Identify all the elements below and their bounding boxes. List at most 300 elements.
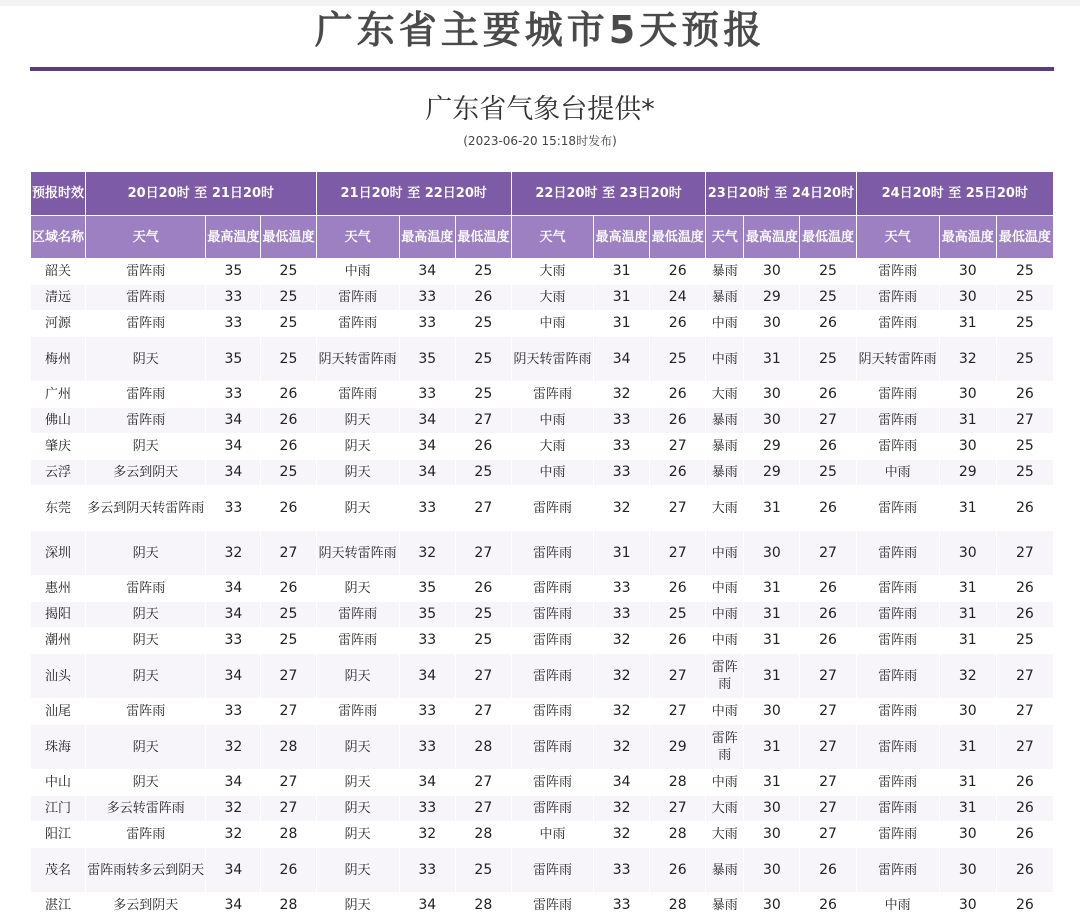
weather-cell: 中雨 — [706, 531, 744, 576]
min-temp-cell: 25 — [455, 628, 511, 654]
min-temp-cell: 25 — [261, 337, 316, 382]
min-temp-cell: 25 — [996, 434, 1053, 460]
page-title: 广东省主要城市5天预报 — [314, 8, 766, 52]
weather-cell: 阴天 — [316, 408, 399, 434]
weather-cell: 雷阵雨 — [316, 628, 399, 654]
forecast-table — [30, 171, 1054, 919]
max-temp-cell: 30 — [939, 848, 996, 893]
min-temp-cell: 27 — [650, 434, 706, 460]
max-temp-cell: 33 — [399, 285, 455, 311]
table-row — [31, 285, 1054, 311]
max-temp-cell: 31 — [939, 628, 996, 654]
city-name: 茂名 — [31, 848, 86, 893]
min-temp-cell: 27 — [800, 408, 856, 434]
max-temp-cell: 33 — [399, 848, 455, 893]
min-temp-cell: 25 — [455, 311, 511, 337]
max-temp-cell: 34 — [399, 434, 455, 460]
weather-cell: 中雨 — [706, 699, 744, 725]
weather-cell: 雷阵雨 — [86, 285, 206, 311]
weather-cell: 雷阵雨 — [856, 848, 939, 893]
weather-cell: 中雨 — [706, 602, 744, 628]
min-temp-cell: 26 — [800, 434, 856, 460]
max-temp-cell: 31 — [594, 311, 650, 337]
max-temp-cell: 33 — [206, 628, 261, 654]
min-temp-cell: 25 — [800, 460, 856, 486]
weather-cell: 雷阵雨 — [856, 602, 939, 628]
min-temp-cell: 27 — [261, 796, 316, 822]
weather-cell: 雷阵雨 — [706, 725, 744, 770]
min-temp-cell: 27 — [261, 770, 316, 796]
max-temp-cell: 30 — [744, 531, 800, 576]
weather-header: 天气 — [856, 216, 939, 259]
min-temp-cell: 27 — [996, 725, 1053, 770]
max-temp-cell: 30 — [744, 311, 800, 337]
weather-cell: 阴天 — [316, 434, 399, 460]
min-temp-cell: 25 — [996, 259, 1053, 285]
weather-cell: 阴天 — [86, 770, 206, 796]
city-name: 清远 — [31, 285, 86, 311]
min-temp-header: 最低温度 — [261, 216, 316, 259]
max-temp-header: 最高温度 — [206, 216, 261, 259]
weather-cell: 大雨 — [511, 285, 593, 311]
table-row — [31, 434, 1054, 460]
weather-cell: 阴天 — [86, 602, 206, 628]
city-name: 揭阳 — [31, 602, 86, 628]
weather-cell: 雷阵雨 — [856, 408, 939, 434]
weather-cell: 雷阵雨 — [511, 531, 593, 576]
city-name: 汕尾 — [31, 699, 86, 725]
max-temp-cell: 31 — [744, 725, 800, 770]
max-temp-cell: 30 — [744, 699, 800, 725]
weather-cell: 暴雨 — [706, 460, 744, 486]
max-temp-cell: 31 — [939, 311, 996, 337]
min-temp-cell: 26 — [650, 848, 706, 893]
min-temp-cell: 26 — [996, 796, 1053, 822]
max-temp-cell: 34 — [399, 408, 455, 434]
max-temp-cell: 35 — [399, 337, 455, 382]
min-temp-cell: 26 — [455, 285, 511, 311]
max-temp-cell: 30 — [939, 531, 996, 576]
weather-cell: 雷阵雨 — [856, 796, 939, 822]
min-temp-cell: 27 — [800, 796, 856, 822]
min-temp-cell: 25 — [996, 460, 1053, 486]
weather-cell: 大雨 — [706, 822, 744, 848]
min-temp-cell: 27 — [455, 531, 511, 576]
max-temp-cell: 32 — [206, 725, 261, 770]
weather-cell: 雷阵雨 — [86, 311, 206, 337]
table-row — [31, 576, 1054, 602]
min-temp-cell: 25 — [996, 337, 1053, 382]
table-row — [31, 822, 1054, 848]
max-temp-cell: 33 — [206, 699, 261, 725]
issue-time: (2023-06-20 15:18时发布) — [463, 134, 617, 148]
min-temp-cell: 27 — [455, 770, 511, 796]
weather-cell: 雷阵雨 — [511, 796, 593, 822]
max-temp-cell: 33 — [399, 486, 455, 531]
weather-cell: 阴天 — [316, 893, 399, 919]
min-temp-cell: 25 — [455, 602, 511, 628]
min-temp-cell: 27 — [455, 486, 511, 531]
period-header: 23日20时 至 24日20时 — [706, 172, 856, 216]
weather-cell: 雷阵雨 — [511, 628, 593, 654]
min-temp-cell: 25 — [996, 628, 1053, 654]
max-temp-header: 最高温度 — [744, 216, 800, 259]
max-temp-cell: 30 — [744, 796, 800, 822]
max-temp-cell: 34 — [206, 770, 261, 796]
max-temp-cell: 32 — [939, 337, 996, 382]
table-row — [31, 460, 1054, 486]
min-temp-cell: 25 — [996, 311, 1053, 337]
min-temp-cell: 26 — [650, 460, 706, 486]
min-temp-cell: 26 — [800, 311, 856, 337]
weather-cell: 雷阵雨 — [856, 628, 939, 654]
min-temp-cell: 26 — [650, 311, 706, 337]
city-name: 肇庆 — [31, 434, 86, 460]
min-temp-cell: 26 — [800, 602, 856, 628]
min-temp-cell: 26 — [800, 576, 856, 602]
max-temp-cell: 30 — [939, 382, 996, 408]
min-temp-cell: 28 — [261, 893, 316, 919]
weather-cell: 雷阵雨 — [511, 725, 593, 770]
max-temp-cell: 30 — [744, 382, 800, 408]
max-temp-cell: 31 — [939, 770, 996, 796]
max-temp-cell: 32 — [594, 725, 650, 770]
min-temp-cell: 26 — [455, 576, 511, 602]
weather-cell: 雷阵雨 — [86, 382, 206, 408]
max-temp-cell: 31 — [744, 602, 800, 628]
min-temp-cell: 27 — [996, 699, 1053, 725]
weather-cell: 雷阵雨 — [511, 602, 593, 628]
max-temp-cell: 31 — [744, 628, 800, 654]
weather-cell: 中雨 — [511, 460, 593, 486]
city-name: 佛山 — [31, 408, 86, 434]
min-temp-cell: 26 — [800, 486, 856, 531]
max-temp-cell: 30 — [939, 699, 996, 725]
min-temp-cell: 26 — [996, 893, 1053, 919]
weather-cell: 中雨 — [511, 311, 593, 337]
weather-cell: 大雨 — [706, 796, 744, 822]
min-temp-cell: 25 — [800, 259, 856, 285]
max-temp-cell: 31 — [744, 770, 800, 796]
max-temp-cell: 33 — [594, 460, 650, 486]
table-row — [31, 408, 1054, 434]
min-temp-header: 最低温度 — [455, 216, 511, 259]
min-temp-cell: 26 — [996, 822, 1053, 848]
weather-cell: 雷阵雨 — [856, 654, 939, 699]
weather-cell: 雷阵雨 — [856, 434, 939, 460]
weather-cell: 中雨 — [706, 770, 744, 796]
max-temp-cell: 30 — [939, 285, 996, 311]
weather-cell: 阴天转雷阵雨 — [511, 337, 593, 382]
min-temp-cell: 26 — [261, 486, 316, 531]
max-temp-cell: 31 — [939, 796, 996, 822]
city-name: 阳江 — [31, 822, 86, 848]
max-temp-cell: 30 — [744, 893, 800, 919]
min-temp-cell: 28 — [455, 822, 511, 848]
min-temp-cell: 26 — [261, 434, 316, 460]
weather-cell: 雷阵雨 — [86, 699, 206, 725]
min-temp-cell: 26 — [996, 770, 1053, 796]
min-temp-cell: 26 — [650, 382, 706, 408]
max-temp-cell: 30 — [744, 822, 800, 848]
weather-cell: 阴天 — [316, 486, 399, 531]
weather-cell: 中雨 — [511, 408, 593, 434]
weather-cell: 阴天 — [316, 576, 399, 602]
min-temp-cell: 28 — [650, 770, 706, 796]
weather-cell: 暴雨 — [706, 434, 744, 460]
min-temp-cell: 26 — [650, 408, 706, 434]
weather-cell: 雷阵雨 — [511, 893, 593, 919]
max-temp-cell: 33 — [594, 602, 650, 628]
max-temp-cell: 30 — [744, 408, 800, 434]
min-temp-cell: 27 — [800, 822, 856, 848]
max-temp-cell: 32 — [399, 822, 455, 848]
max-temp-cell: 34 — [206, 602, 261, 628]
max-temp-cell: 31 — [594, 531, 650, 576]
max-temp-cell: 29 — [939, 460, 996, 486]
max-temp-cell: 32 — [594, 822, 650, 848]
max-temp-cell: 33 — [206, 285, 261, 311]
period-header: 21日20时 至 22日20时 — [316, 172, 511, 216]
min-temp-cell: 27 — [650, 699, 706, 725]
table-row — [31, 654, 1054, 699]
max-temp-cell: 29 — [744, 434, 800, 460]
min-temp-cell: 27 — [800, 654, 856, 699]
max-temp-cell: 33 — [399, 311, 455, 337]
min-temp-cell: 26 — [996, 848, 1053, 893]
max-temp-cell: 35 — [206, 259, 261, 285]
weather-cell: 阴天 — [86, 337, 206, 382]
city-name: 云浮 — [31, 460, 86, 486]
weather-cell: 雷阵雨 — [856, 486, 939, 531]
min-temp-cell: 29 — [650, 725, 706, 770]
weather-cell: 阴天转雷阵雨 — [856, 337, 939, 382]
min-temp-cell: 28 — [455, 893, 511, 919]
weather-cell: 雷阵雨转多云到阴天 — [86, 848, 206, 893]
min-temp-cell: 27 — [650, 486, 706, 531]
city-name: 韶关 — [31, 259, 86, 285]
weather-cell: 中雨 — [316, 259, 399, 285]
weather-cell: 阴天 — [316, 822, 399, 848]
min-temp-cell: 25 — [261, 602, 316, 628]
max-temp-cell: 31 — [939, 725, 996, 770]
period-header: 20日20时 至 21日20时 — [86, 172, 316, 216]
table-row — [31, 893, 1054, 919]
min-temp-cell: 25 — [800, 285, 856, 311]
max-temp-cell: 30 — [744, 848, 800, 893]
min-temp-cell: 27 — [455, 699, 511, 725]
max-temp-cell: 31 — [594, 259, 650, 285]
max-temp-cell: 31 — [939, 602, 996, 628]
weather-cell: 雷阵雨 — [511, 382, 593, 408]
max-temp-cell: 32 — [594, 654, 650, 699]
min-temp-cell: 26 — [455, 434, 511, 460]
min-temp-cell: 27 — [261, 699, 316, 725]
weather-cell: 雷阵雨 — [86, 576, 206, 602]
max-temp-cell: 35 — [399, 602, 455, 628]
weather-cell: 暴雨 — [706, 408, 744, 434]
weather-cell: 阴天 — [316, 796, 399, 822]
period-header: 24日20时 至 25日20时 — [856, 172, 1053, 216]
min-temp-cell: 26 — [800, 382, 856, 408]
max-temp-cell: 31 — [744, 654, 800, 699]
table-row — [31, 602, 1054, 628]
max-temp-cell: 34 — [206, 848, 261, 893]
max-temp-cell: 33 — [206, 382, 261, 408]
table-row — [31, 259, 1054, 285]
weather-cell: 中雨 — [706, 576, 744, 602]
area-name-header: 区域名称 — [31, 216, 86, 259]
column-header-row — [31, 216, 1054, 259]
max-temp-cell: 34 — [206, 460, 261, 486]
max-temp-cell: 33 — [594, 576, 650, 602]
min-temp-cell: 27 — [650, 654, 706, 699]
min-temp-cell: 27 — [650, 531, 706, 576]
min-temp-cell: 28 — [261, 725, 316, 770]
min-temp-cell: 25 — [650, 337, 706, 382]
table-row — [31, 486, 1054, 531]
max-temp-cell: 32 — [594, 382, 650, 408]
max-temp-cell: 34 — [206, 434, 261, 460]
city-name: 中山 — [31, 770, 86, 796]
max-temp-cell: 34 — [206, 654, 261, 699]
max-temp-cell: 33 — [399, 382, 455, 408]
min-temp-cell: 27 — [800, 725, 856, 770]
max-temp-cell: 35 — [399, 576, 455, 602]
min-temp-cell: 26 — [650, 576, 706, 602]
max-temp-cell: 32 — [206, 822, 261, 848]
forecast-time-header: 预报时效 — [31, 172, 86, 216]
max-temp-cell: 31 — [744, 576, 800, 602]
table-row — [31, 848, 1054, 893]
weather-cell: 多云到阴天 — [86, 893, 206, 919]
max-temp-cell: 32 — [399, 531, 455, 576]
weather-cell: 雷阵雨 — [511, 486, 593, 531]
min-temp-cell: 27 — [261, 654, 316, 699]
min-temp-cell: 26 — [800, 893, 856, 919]
max-temp-cell: 33 — [594, 408, 650, 434]
max-temp-cell: 31 — [744, 486, 800, 531]
weather-cell: 雷阵雨 — [316, 699, 399, 725]
min-temp-cell: 27 — [455, 796, 511, 822]
weather-cell: 雷阵雨 — [316, 311, 399, 337]
max-temp-cell: 33 — [594, 848, 650, 893]
table-row — [31, 725, 1054, 770]
min-temp-cell: 27 — [996, 408, 1053, 434]
table-row — [31, 699, 1054, 725]
weather-header: 天气 — [706, 216, 744, 259]
title-divider — [30, 67, 1054, 71]
weather-cell: 中雨 — [856, 893, 939, 919]
weather-cell: 雷阵雨 — [856, 770, 939, 796]
weather-cell: 阴天转雷阵雨 — [316, 531, 399, 576]
city-name: 江门 — [31, 796, 86, 822]
max-temp-cell: 33 — [399, 628, 455, 654]
min-temp-cell: 26 — [261, 848, 316, 893]
weather-cell: 中雨 — [856, 460, 939, 486]
weather-cell: 雷阵雨 — [511, 699, 593, 725]
weather-cell: 雷阵雨 — [856, 311, 939, 337]
max-temp-cell: 33 — [594, 893, 650, 919]
min-temp-header: 最低温度 — [800, 216, 856, 259]
max-temp-header: 最高温度 — [939, 216, 996, 259]
weather-cell: 雷阵雨 — [511, 654, 593, 699]
weather-cell: 阴天 — [316, 654, 399, 699]
min-temp-cell: 25 — [650, 602, 706, 628]
max-temp-cell: 34 — [594, 770, 650, 796]
min-temp-header: 最低温度 — [650, 216, 706, 259]
min-temp-cell: 26 — [996, 576, 1053, 602]
min-temp-cell: 25 — [261, 628, 316, 654]
city-name: 珠海 — [31, 725, 86, 770]
weather-header: 天气 — [86, 216, 206, 259]
weather-cell: 雷阵雨 — [316, 285, 399, 311]
table-row — [31, 531, 1054, 576]
max-temp-cell: 29 — [744, 285, 800, 311]
weather-cell: 暴雨 — [706, 259, 744, 285]
max-temp-cell: 33 — [594, 434, 650, 460]
weather-cell: 雷阵雨 — [856, 531, 939, 576]
min-temp-cell: 26 — [650, 628, 706, 654]
min-temp-cell: 25 — [455, 382, 511, 408]
max-temp-cell: 30 — [939, 893, 996, 919]
weather-cell: 雷阵雨 — [86, 822, 206, 848]
max-temp-cell: 32 — [206, 796, 261, 822]
max-temp-cell: 35 — [206, 337, 261, 382]
min-temp-cell: 27 — [261, 531, 316, 576]
max-temp-cell: 31 — [939, 408, 996, 434]
weather-cell: 中雨 — [706, 311, 744, 337]
weather-cell: 雷阵雨 — [856, 382, 939, 408]
max-temp-cell: 34 — [206, 576, 261, 602]
min-temp-cell: 27 — [800, 699, 856, 725]
weather-cell: 大雨 — [706, 382, 744, 408]
weather-cell: 阴天 — [316, 770, 399, 796]
max-temp-cell: 33 — [399, 699, 455, 725]
max-temp-cell: 32 — [594, 699, 650, 725]
max-temp-cell: 32 — [594, 796, 650, 822]
weather-cell: 暴雨 — [706, 893, 744, 919]
table-row — [31, 311, 1054, 337]
weather-cell: 中雨 — [511, 822, 593, 848]
weather-cell: 雷阵雨 — [511, 576, 593, 602]
max-temp-cell: 34 — [399, 654, 455, 699]
weather-cell: 雷阵雨 — [856, 699, 939, 725]
city-name: 河源 — [31, 311, 86, 337]
max-temp-cell: 33 — [399, 796, 455, 822]
weather-cell: 阴天 — [86, 434, 206, 460]
weather-cell: 阴天 — [86, 531, 206, 576]
weather-cell: 雷阵雨 — [706, 654, 744, 699]
weather-cell: 中雨 — [706, 628, 744, 654]
max-temp-cell: 30 — [939, 822, 996, 848]
min-temp-cell: 25 — [261, 460, 316, 486]
min-temp-cell: 25 — [261, 259, 316, 285]
max-temp-cell: 30 — [939, 259, 996, 285]
weather-cell: 阴天转雷阵雨 — [316, 337, 399, 382]
max-temp-cell: 31 — [939, 486, 996, 531]
weather-cell: 雷阵雨 — [511, 770, 593, 796]
max-temp-cell: 32 — [939, 654, 996, 699]
max-temp-cell: 30 — [939, 434, 996, 460]
min-temp-cell: 26 — [996, 486, 1053, 531]
weather-cell: 雷阵雨 — [856, 285, 939, 311]
min-temp-cell: 28 — [650, 822, 706, 848]
weather-cell: 雷阵雨 — [316, 382, 399, 408]
max-temp-cell: 34 — [206, 893, 261, 919]
min-temp-cell: 27 — [650, 796, 706, 822]
max-temp-cell: 29 — [744, 460, 800, 486]
